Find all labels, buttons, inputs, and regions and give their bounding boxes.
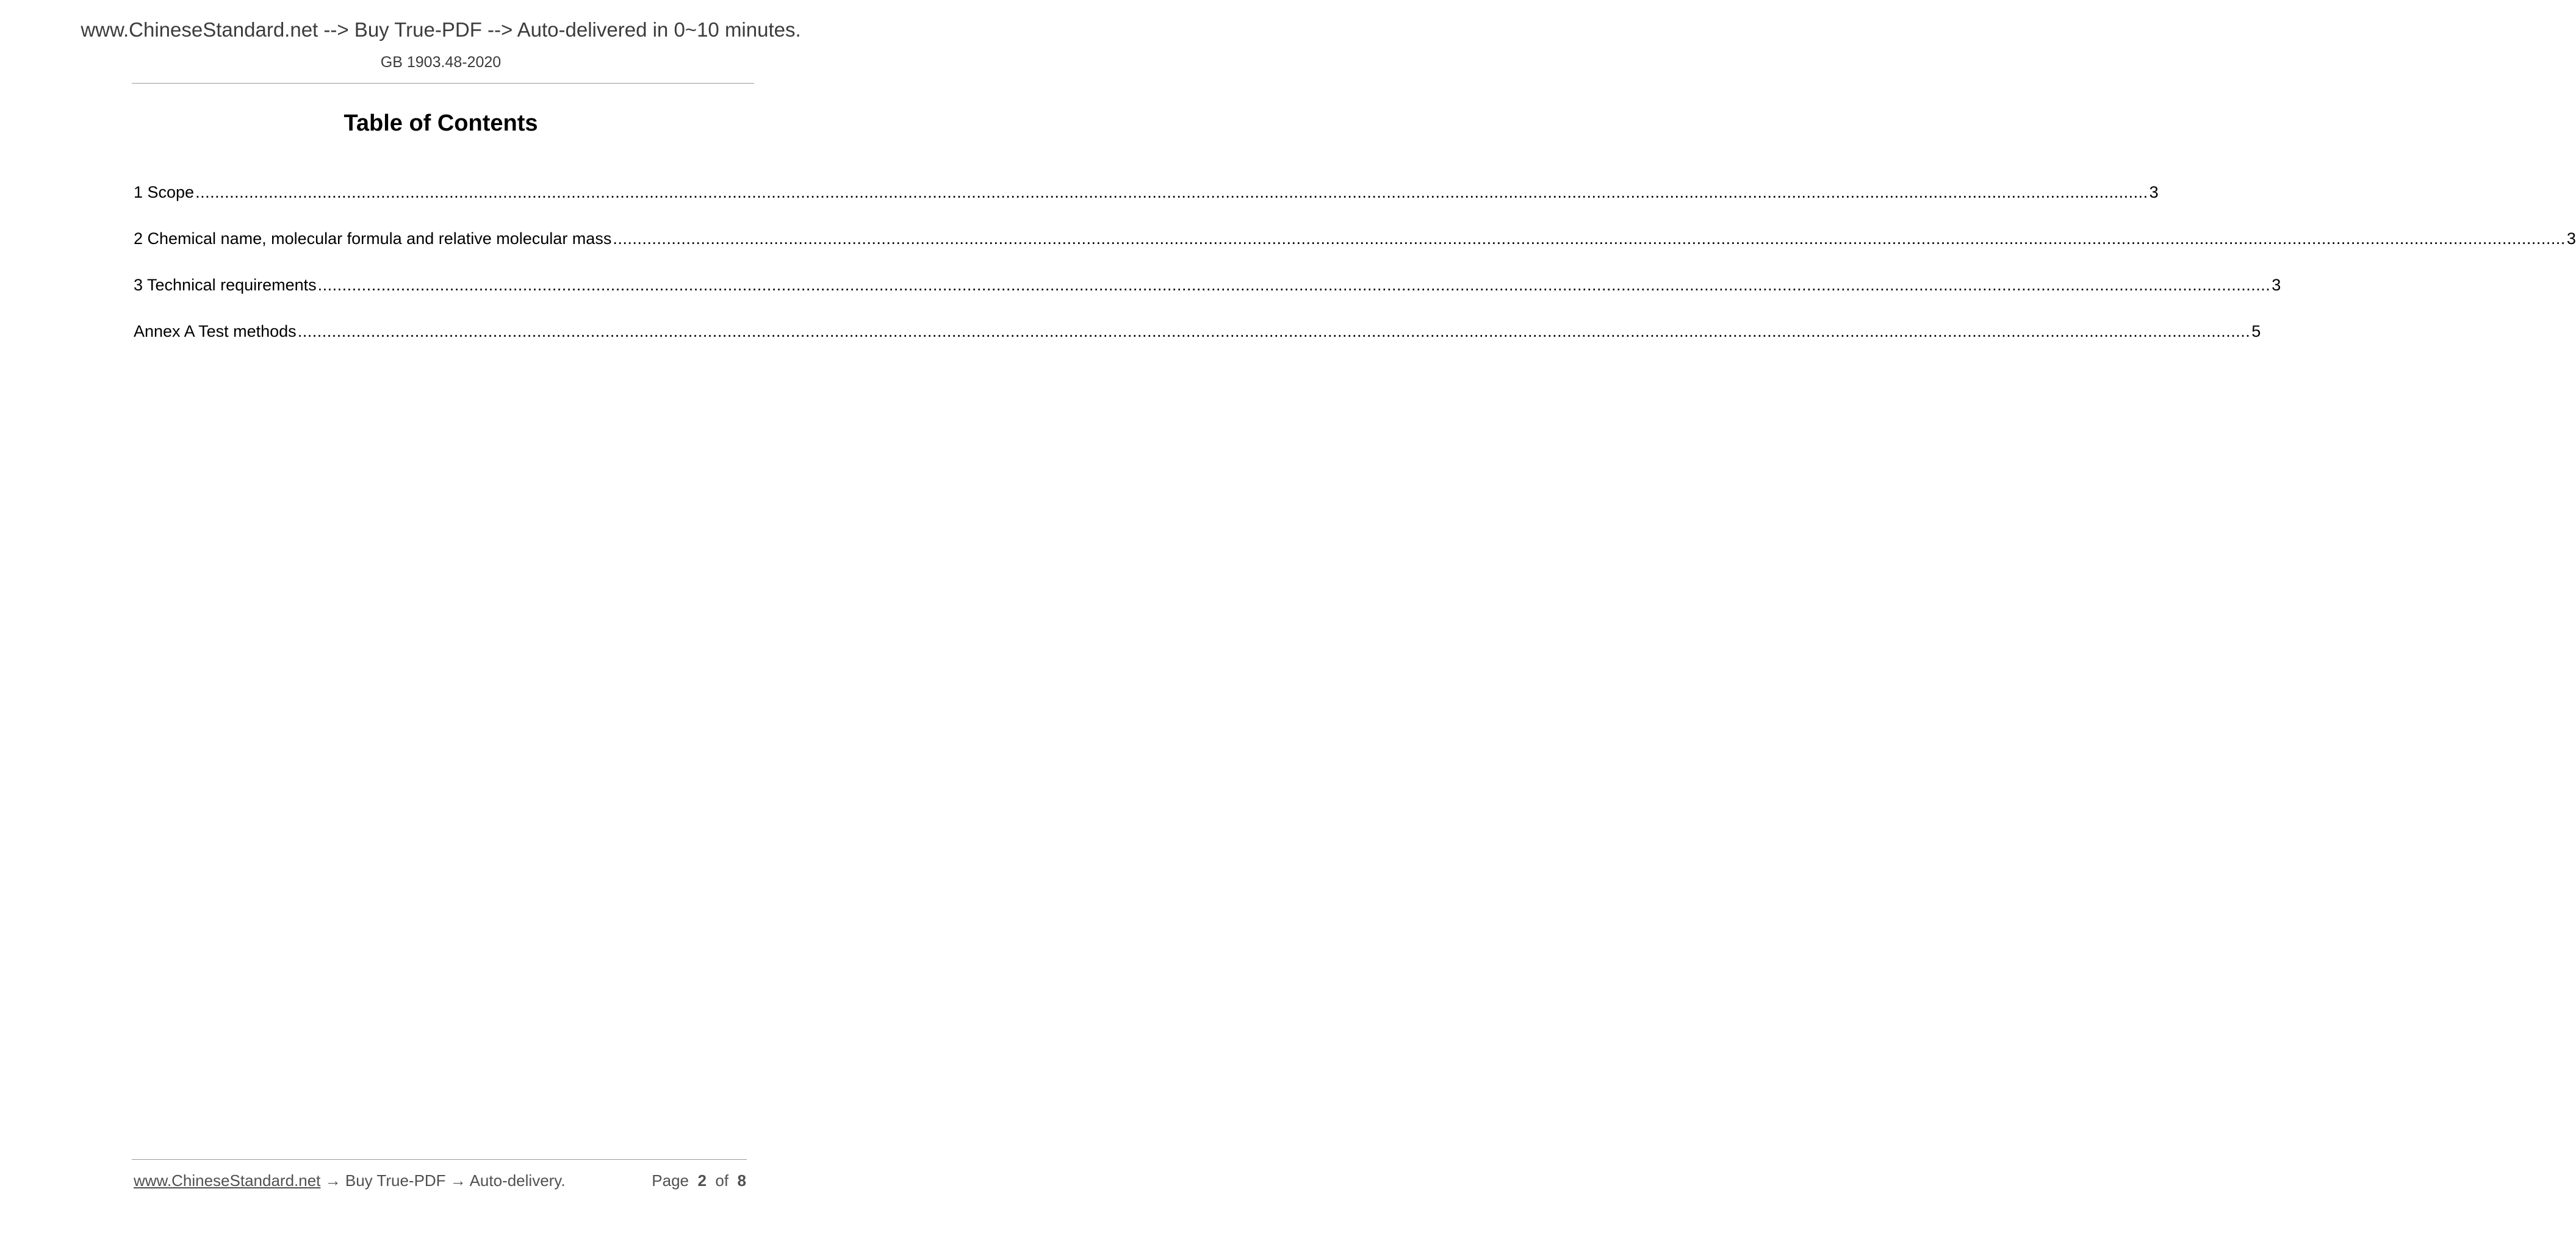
header-divider: [132, 83, 754, 84]
document-code: GB 1903.48-2020: [380, 54, 502, 71]
toc-entry-label: 1 Scope: [134, 183, 195, 201]
dot-leader: ................................................................................................................................................................................................................................................................................................................................................................................................................: [317, 276, 2271, 294]
toc-entry-label: 3 Technical requirements: [134, 276, 317, 294]
page-word: Page: [652, 1171, 689, 1190]
table-of-contents: [134, 183, 2576, 368]
toc-entry-technical-requirements[interactable]: [134, 276, 2281, 322]
footer-tagline: → Buy True-PDF → Auto-delivery.: [320, 1171, 566, 1190]
header-banner: www.ChineseStandard.net --> Buy True-PDF --> Auto-delivered in 0~10 minutes.: [81, 18, 801, 41]
footer-site-link[interactable]: www.ChineseStandard.net: [134, 1171, 321, 1190]
toc-entry-annex-a[interactable]: [134, 322, 2261, 368]
toc-entry-label: 2 Chemical name, molecular formula and relative molecular mass: [134, 229, 612, 248]
of-word: of: [715, 1171, 729, 1190]
total-page-count: 8: [737, 1171, 746, 1190]
current-page-number: 2: [697, 1171, 707, 1190]
toc-entry-label: Annex A Test methods: [134, 322, 297, 340]
toc-entry-chemical-name[interactable]: [134, 229, 2576, 276]
footer-divider: [132, 1159, 747, 1160]
toc-title: Table of Contents: [344, 110, 538, 136]
dot-leader: ................................................................................................................................................................................................................................................................................................................................................................................................................: [195, 183, 2148, 201]
dot-leader: ................................................................................................................................................................................................................................................................................................................................................................................................................: [613, 229, 2566, 248]
footer-left: [134, 1171, 566, 1190]
toc-entry-page: 3: [2149, 183, 2159, 201]
toc-entry-page: 3: [2566, 229, 2576, 248]
dot-leader: ................................................................................................................................................................................................................................................................................................................................................................................................................: [297, 322, 2251, 340]
page-indicator: [652, 1171, 746, 1190]
toc-entry-page: 3: [2272, 276, 2281, 294]
toc-entry-scope[interactable]: [134, 183, 2159, 229]
toc-entry-page: 5: [2251, 322, 2261, 340]
